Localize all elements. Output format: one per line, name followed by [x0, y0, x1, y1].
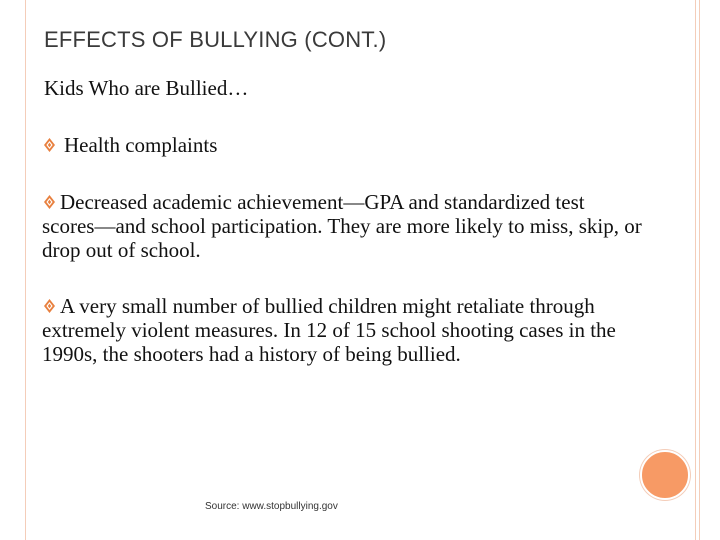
- source-citation: Source: www.stopbullying.gov: [205, 501, 338, 512]
- right-border-line-inner: [699, 0, 700, 540]
- bullet-item-violent-retaliation: [42, 294, 642, 366]
- slide-title: EFFECTS OF BULLYING (CONT.): [44, 27, 387, 52]
- diamond-bullet-icon: [42, 193, 57, 211]
- slide-subtitle: Kids Who are Bullied…: [44, 76, 249, 100]
- left-border-line: [25, 0, 26, 540]
- bullet-text: Health complaints: [64, 133, 218, 157]
- decorative-circle: [640, 450, 690, 500]
- bullet-text: Decreased academic achievement—GPA and standardized test scores—and school participation. They are more likely to miss, skip, or drop out of school.: [42, 190, 642, 262]
- bullet-item-health-complaints: [42, 133, 642, 157]
- bullet-item-academic-achievement: [42, 190, 642, 262]
- right-border-line-outer: [695, 0, 696, 540]
- diamond-bullet-icon: [42, 136, 57, 154]
- diamond-bullet-icon: [42, 297, 57, 315]
- bullet-text: A very small number of bullied children might retaliate through extremely violent measures. In 12 of 15 school shooting cases in the 1990s, the shooters had a history of being bullied.: [42, 294, 616, 366]
